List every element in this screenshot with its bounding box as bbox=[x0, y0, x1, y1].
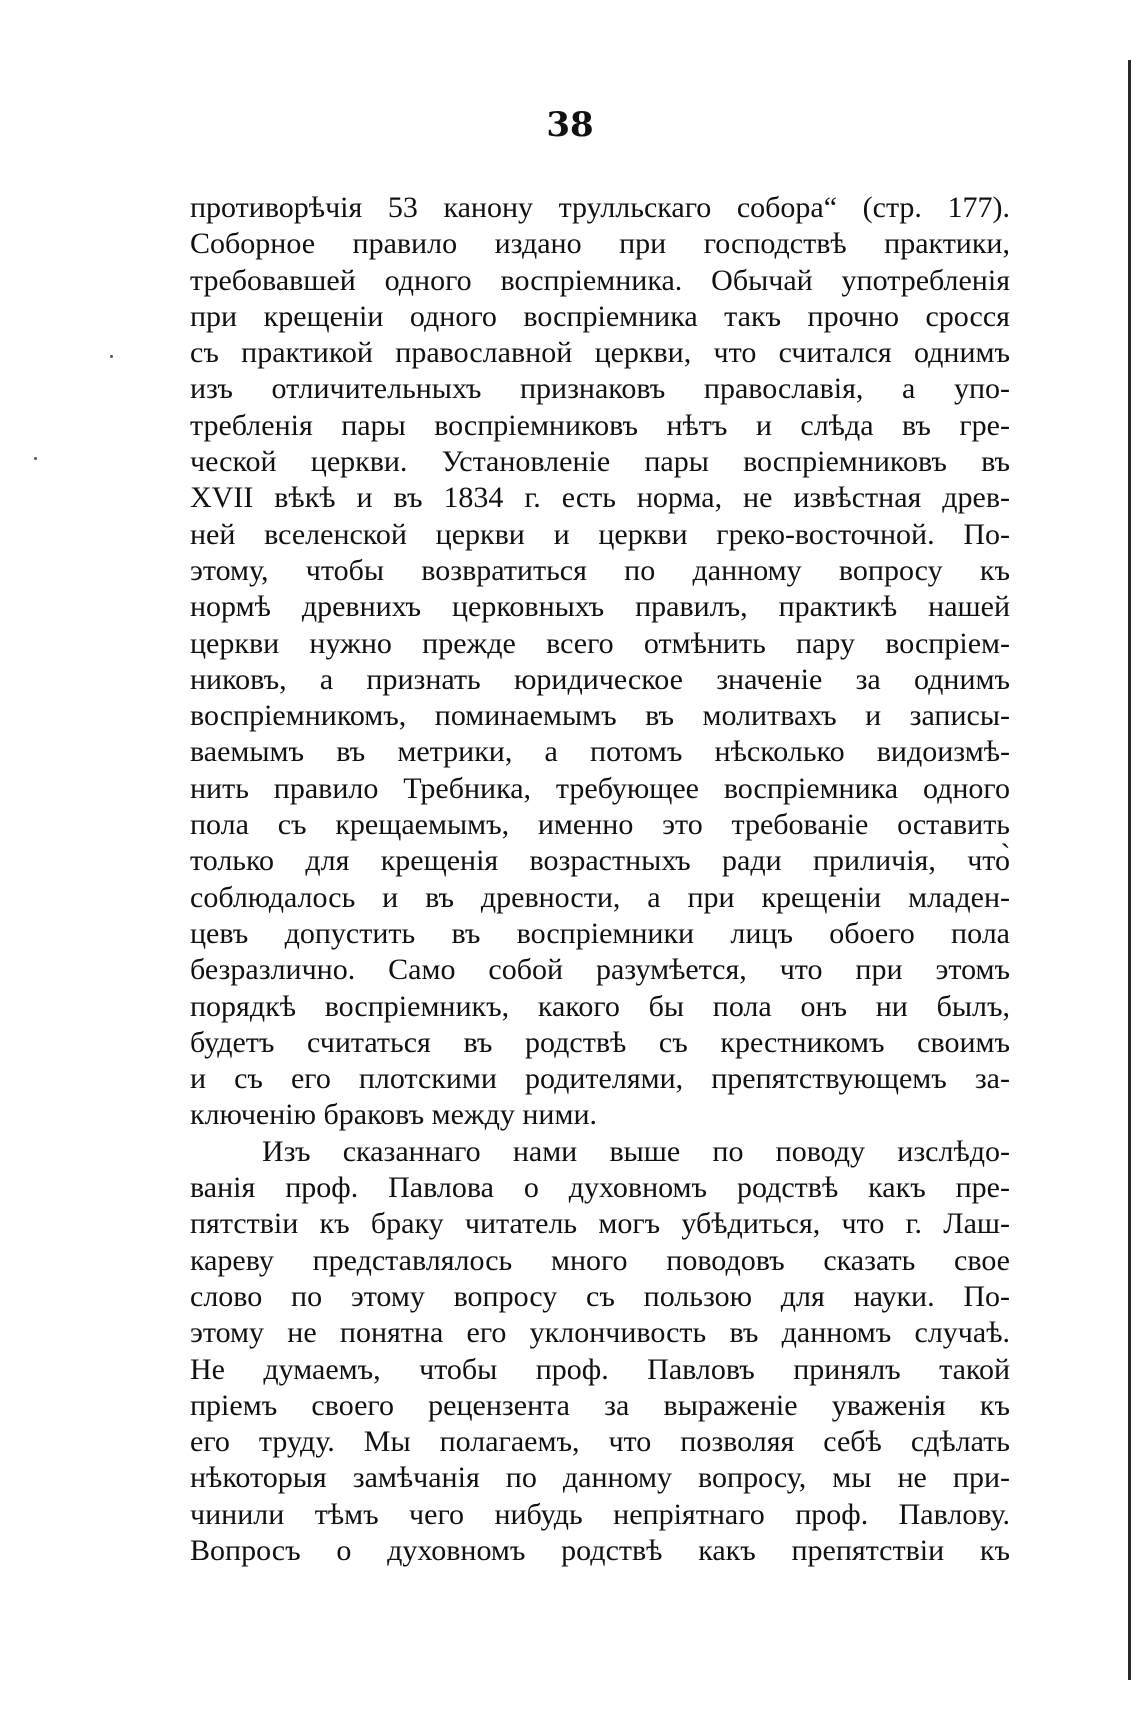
text-line: пола съ крещаемымъ, именно это требованіе оставить bbox=[190, 808, 1010, 842]
text-line: порядкѣ воспріемникъ, какого бы пола онъ ни былъ, bbox=[190, 989, 1010, 1023]
text-line: его труду. Мы полагаемъ, что позволяя себѣ сдѣлать bbox=[190, 1425, 1010, 1459]
text-line: и съ его плотскими родителями, препятствующемъ за- bbox=[190, 1062, 1010, 1096]
paragraph-start-line: Изъ сказаннаго нами выше по поводу изслѣдо- bbox=[262, 1134, 1010, 1168]
text-line: нормѣ древнихъ церковныхъ правилъ, практикѣ нашей bbox=[190, 590, 1010, 624]
text-line: нѣкоторыя замѣчанія по данному вопросу, мы не при- bbox=[190, 1461, 1010, 1495]
text-line: пятствіи къ браку читатель могъ убѣдиться, что г. Лаш- bbox=[190, 1207, 1010, 1241]
text-line: ческой церкви. Установленіе пары воспріемниковъ въ bbox=[190, 445, 1010, 479]
text-line: воспріемникомъ, поминаемымъ въ молитвахъ и записы- bbox=[190, 699, 1010, 733]
text-line: будетъ считаться въ родствѣ съ крестникомъ своимъ bbox=[190, 1025, 1010, 1059]
page-number: 38 bbox=[546, 105, 594, 145]
print-speck bbox=[34, 457, 37, 460]
paragraph-end-line: ключенію браковъ между ними. bbox=[190, 1098, 598, 1132]
text-line: только для крещенія возрастныхъ ради приличія, что̀ bbox=[190, 844, 1010, 878]
text-line: пріемъ своего рецензента за выраженіе уваженія къ bbox=[190, 1388, 1010, 1422]
text-line: XVII вѣкѣ и въ 1834 г. есть норма, не извѣстная древ- bbox=[190, 481, 1010, 515]
text-line: этому, чтобы возвратиться по данному вопросу къ bbox=[190, 553, 1010, 587]
text-line: церкви нужно прежде всего отмѣнить пару воспріем- bbox=[190, 626, 1010, 660]
text-line: требовавшей одного воспріемника. Обычай употребленія bbox=[190, 263, 1010, 297]
text-line: изъ отличительныхъ признаковъ православія, а упо- bbox=[190, 372, 1010, 406]
text-line: безразлично. Само собой разумѣется, что при этомъ bbox=[190, 953, 1010, 987]
text-line: соблюдалось и въ древности, а при крещеніи младен- bbox=[190, 880, 1010, 914]
text-line: никовъ, а признать юридическое значеніе за однимъ bbox=[190, 662, 1010, 696]
print-speck bbox=[110, 355, 113, 358]
text-line: этому не понятна его уклончивость въ данномъ случаѣ. bbox=[190, 1316, 1010, 1350]
text-line: ванія проф. Павлова о духовномъ родствѣ какъ пре- bbox=[190, 1171, 1010, 1205]
body-text bbox=[190, 190, 1010, 1569]
text-line: требленія пары воспріемниковъ нѣтъ и слѣда въ гре- bbox=[190, 408, 1010, 442]
text-line: Вопросъ о духовномъ родствѣ какъ препятствіи къ bbox=[190, 1533, 1010, 1567]
page-edge-rule bbox=[1128, 60, 1131, 1680]
text-line: Не думаемъ, чтобы проф. Павловъ принялъ такой bbox=[190, 1352, 1010, 1386]
text-line: цевъ допустить въ воспріемники лицъ обоего пола bbox=[190, 916, 1010, 950]
text-line: ваемымъ въ метрики, а потомъ нѣсколько видоизмѣ- bbox=[190, 735, 1010, 769]
text-line: ней вселенской церкви и церкви греко-восточной. По- bbox=[190, 517, 1010, 551]
text-line: Соборное правило издано при господствѣ практики, bbox=[190, 227, 1010, 261]
text-line: противорѣчія 53 канону трулльскаго собора“ (стр. 177). bbox=[190, 191, 1010, 224]
text-line: слово по этому вопросу съ пользою для науки. По- bbox=[190, 1279, 1010, 1313]
text-line: съ практикой православной церкви, что считался однимъ bbox=[190, 336, 1010, 370]
text-line: при крещеніи одного воспріемника такъ прочно сросся bbox=[190, 299, 1010, 333]
text-line: кареву представлялось много поводовъ сказать свое bbox=[190, 1243, 1010, 1277]
text-line: чинили тѣмъ чего нибудь непріятнаго проф. Павлову. bbox=[190, 1497, 1010, 1531]
text-line: нить правило Требника, требующее воспріемника одного bbox=[190, 771, 1010, 805]
